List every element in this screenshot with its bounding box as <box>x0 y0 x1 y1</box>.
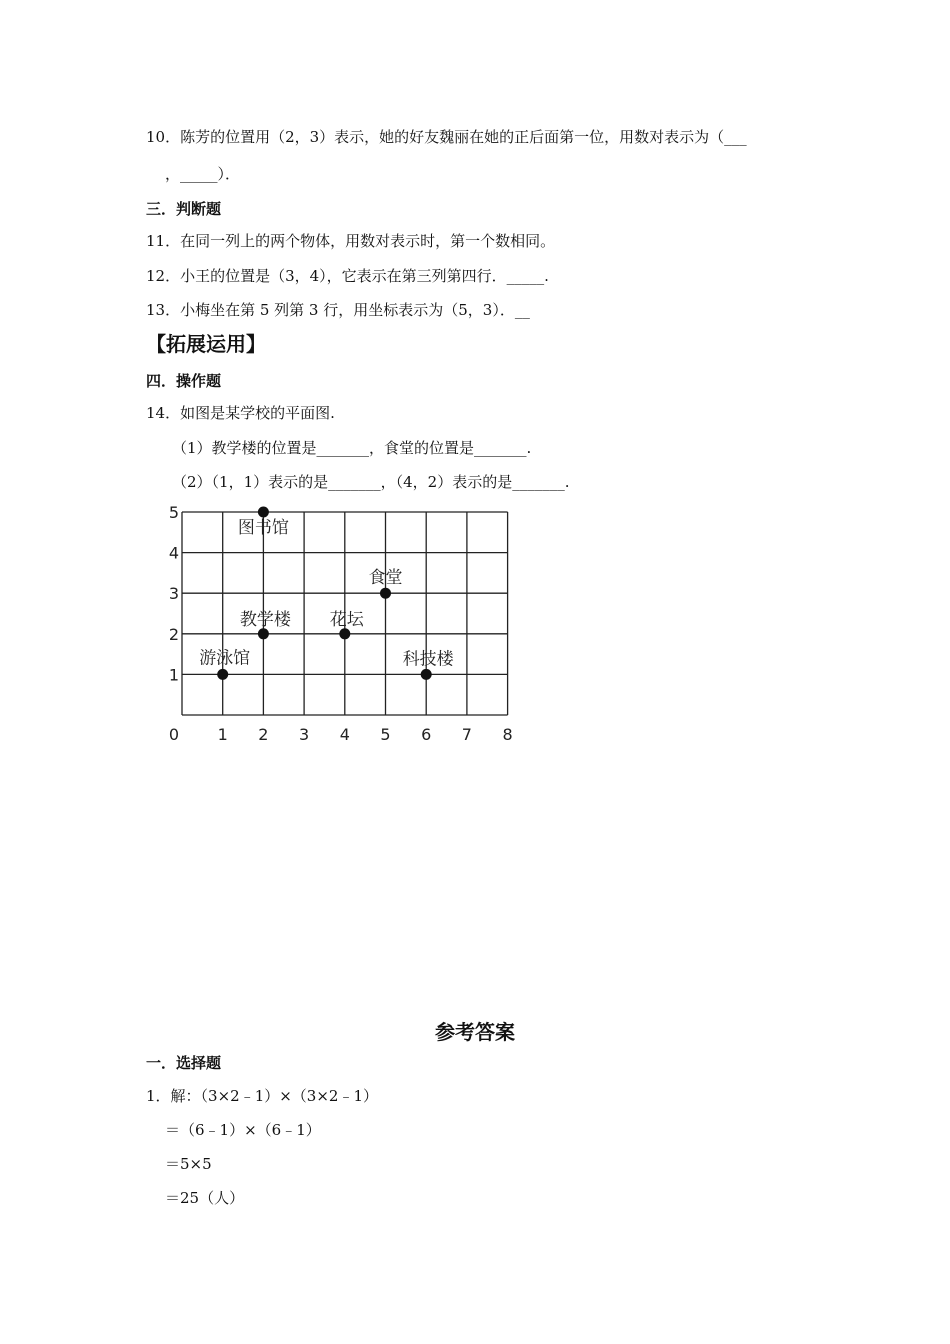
question-10-line-2: ，_____）． <box>165 165 241 183</box>
x-axis-tick-labels <box>169 725 513 744</box>
answer-key-title: 参考答案 <box>435 1020 515 1044</box>
location-point <box>258 628 269 639</box>
y-tick-label: 2 <box>168 624 180 644</box>
question-13: 13．小梅坐在第 5 列第 3 行，用坐标表示为（5，3）．__ <box>146 301 530 319</box>
location-label: 图书馆 <box>237 518 289 538</box>
answer-1-line-1: 1．解：（3×2﹣1）×（3×2﹣1） <box>146 1087 379 1105</box>
location-label: 科技楼 <box>402 649 454 670</box>
location-point <box>217 669 228 680</box>
question-14-part-2: （2）（1，1）表示的是_______，（4，2）表示的是_______. <box>172 473 570 491</box>
question-12: 12．小王的位置是（3，4），它表示在第三列第四行．_____. <box>146 267 549 285</box>
location-label: 教学楼 <box>239 609 291 630</box>
location-label: 花坛 <box>329 609 364 630</box>
answer-1-line-4: ＝25（人） <box>165 1189 245 1207</box>
x-tick-label: 6 <box>421 725 432 744</box>
answer-1-line-2: ＝（6﹣1）×（6﹣1） <box>165 1121 321 1139</box>
y-tick-label: 3 <box>168 584 180 604</box>
x-tick-label: 7 <box>461 725 472 744</box>
x-tick-label: 3 <box>299 725 310 744</box>
section-heading-extension: 【拓展运用】 <box>146 332 266 356</box>
answer-section-heading-choice: 一．选择题 <box>146 1054 222 1072</box>
y-axis-tick-labels <box>169 503 179 684</box>
y-tick-label: 1 <box>168 665 180 685</box>
location-point <box>380 588 391 599</box>
x-tick-label: 5 <box>380 725 391 744</box>
question-14-stem: 14．如图是某学校的平面图. <box>146 404 335 422</box>
x-tick-label: 1 <box>217 725 228 744</box>
location-point <box>339 628 350 639</box>
x-tick-label: 4 <box>339 725 350 744</box>
question-14-part-1: （1）教学楼的位置是_______，食堂的位置是_______. <box>172 439 532 457</box>
question-11: 11．在同一列上的两个物体，用数对表示时，第一个数相同。 <box>146 232 556 250</box>
location-label: 游泳馆 <box>199 648 251 669</box>
x-tick-label: 0 <box>168 725 180 744</box>
section-heading-operation: 四．操作题 <box>146 372 222 390</box>
location-point <box>258 507 269 518</box>
x-tick-label: 8 <box>502 725 513 744</box>
school-floor-plan-grid <box>160 500 540 750</box>
y-tick-label: 5 <box>168 503 180 522</box>
location-point <box>421 669 432 680</box>
x-tick-label: 2 <box>258 725 269 744</box>
answer-1-line-3: ＝5×5 <box>165 1155 212 1173</box>
y-tick-label: 4 <box>168 543 180 563</box>
section-heading-judgement: 三．判断题 <box>146 200 222 218</box>
question-10-line-1: 10．陈芳的位置用（2，3）表示，她的好友魏丽在她的正后面第一位，用数对表示为（___ <box>146 128 747 146</box>
location-label: 食堂 <box>368 568 403 589</box>
